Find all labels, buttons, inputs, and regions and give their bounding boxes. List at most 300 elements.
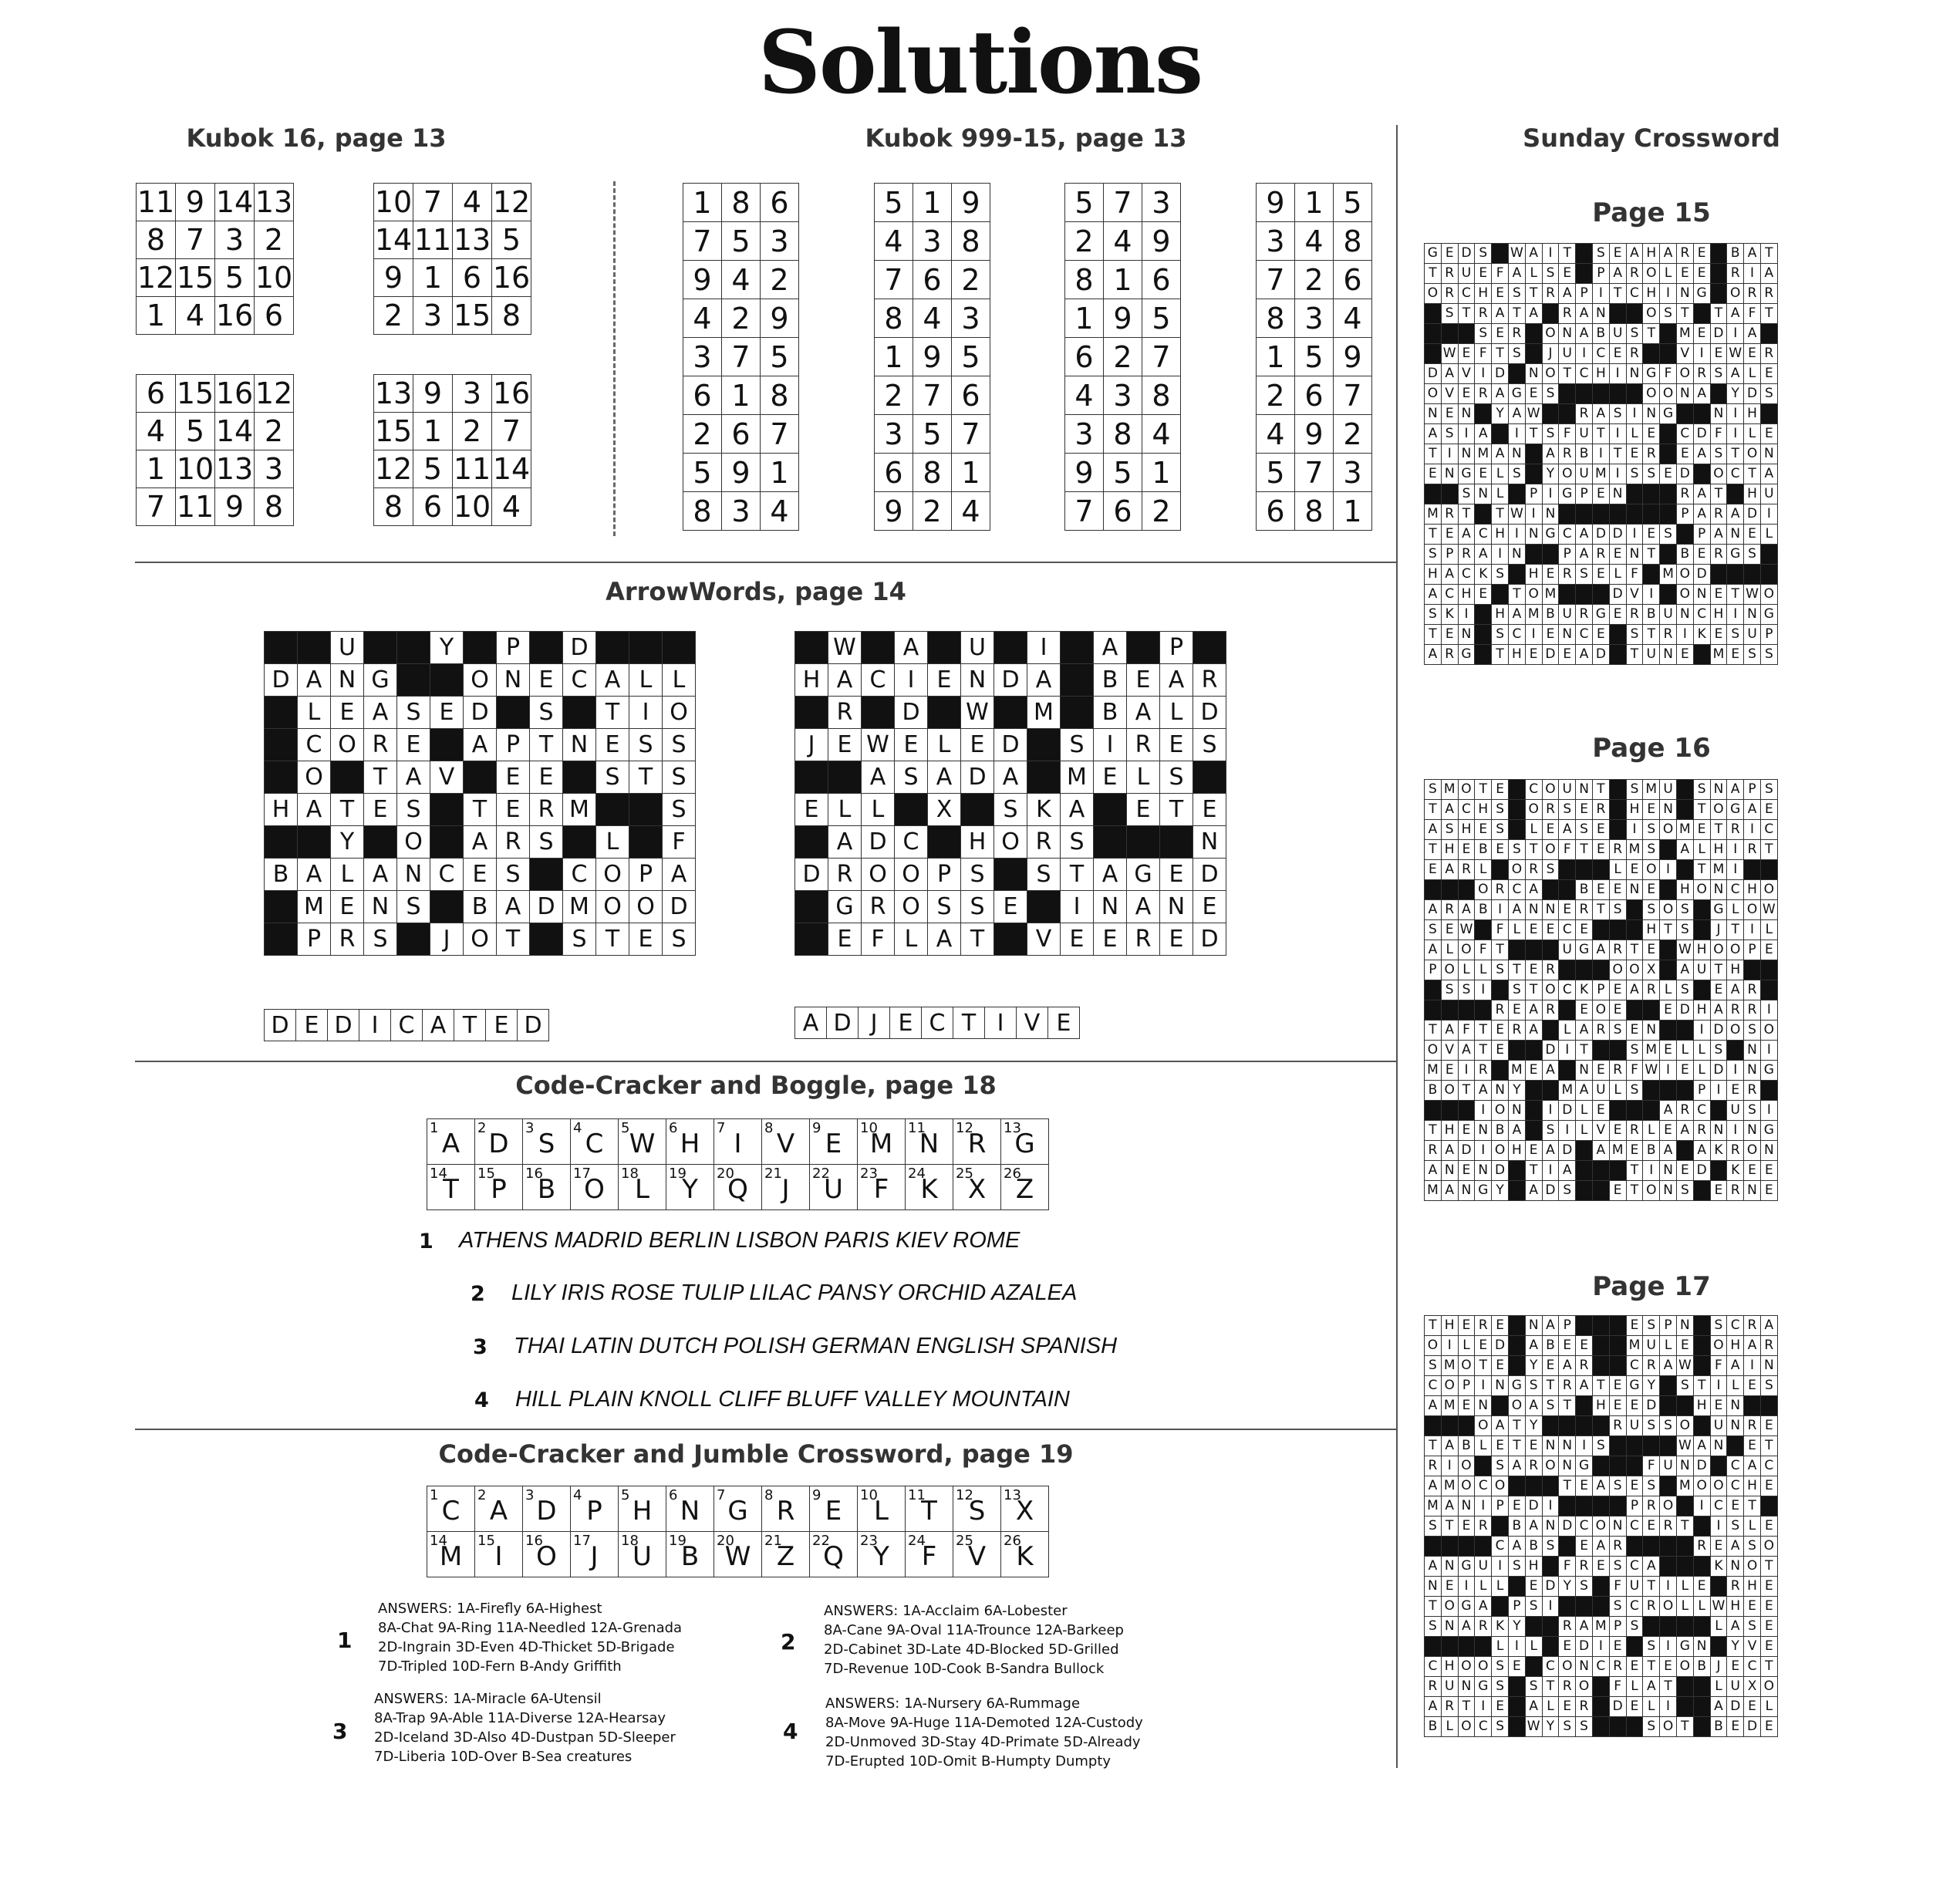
grid-cell: N [1458, 1677, 1475, 1697]
grid-cell: O [862, 859, 895, 891]
black-square [1508, 1316, 1525, 1336]
grid-cell: S [1492, 820, 1509, 840]
grid-cell: E [430, 697, 464, 729]
grid-cell: N [1744, 1181, 1761, 1201]
black-square [1061, 697, 1094, 729]
grid-cell: O [1542, 780, 1559, 800]
grid-cell: 14 [215, 413, 255, 450]
grid-cell: O [1441, 960, 1458, 980]
grid-cell: A [1425, 820, 1442, 840]
grid-cell: O [1441, 1081, 1458, 1101]
grid-cell: A [1061, 794, 1094, 826]
grid-cell: E [1710, 1181, 1727, 1201]
black-square [1660, 1537, 1677, 1557]
black-square [1592, 1697, 1609, 1717]
black-square [1576, 960, 1593, 980]
grid-cell: 7 [761, 415, 799, 454]
grid-cell: C [1727, 1456, 1744, 1476]
grid-cell: D [1592, 525, 1609, 545]
grid-cell: 8 [492, 297, 531, 335]
key-number: 16 [525, 1533, 543, 1549]
grid-cell: 9 [875, 492, 913, 531]
grid-cell: C [1760, 820, 1777, 840]
grid-cell: D [464, 697, 497, 729]
grid-cell: N [1542, 900, 1559, 920]
grid-cell: 2 [913, 492, 952, 531]
grid-cell: D [1609, 1697, 1626, 1717]
grid-cell: P [497, 729, 530, 761]
black-square [464, 632, 497, 664]
black-square [928, 697, 961, 729]
grid-cell: E [1676, 1061, 1693, 1081]
black-square [265, 891, 298, 923]
black-square [1643, 1436, 1660, 1456]
grid-cell: W [1676, 1356, 1693, 1376]
grid-cell: I [1760, 504, 1777, 525]
grid-cell: J [1710, 1657, 1727, 1677]
grid-cell: E [1760, 1161, 1777, 1181]
jumble-answers-3: ANSWERS: 1A-Miracle 6A-Utensil 8A-Trap 9A-Able 11A-Diverse 12A-Hearsay 2D-Iceland 3D-Also 4D-Dustpan 5D-Sleeper 7D-Liberia 10D-Over B-Sea creatures [374, 1691, 676, 1765]
grid-cell: E [1727, 645, 1744, 665]
black-square [1576, 244, 1593, 264]
grid-cell: P [1576, 284, 1593, 304]
grid-cell: R [1727, 1141, 1744, 1161]
key-letter: O [536, 1541, 557, 1572]
grid-cell: A [1542, 1316, 1559, 1336]
grid-cell: S [1525, 1376, 1542, 1396]
grid-cell: I [1609, 424, 1626, 444]
grid-cell: A [1592, 1476, 1609, 1496]
grid-cell: L [1525, 1637, 1542, 1657]
black-square [1475, 504, 1492, 525]
grid-cell: O [1760, 1021, 1777, 1041]
grid-cell: 1 [875, 338, 913, 376]
grid-cell: E [1525, 1436, 1542, 1456]
grid-cell: O [1744, 1141, 1761, 1161]
grid-cell: A [1425, 1476, 1442, 1496]
grid-cell: A [994, 761, 1027, 794]
black-square [1609, 780, 1626, 800]
grid-cell: 4 [952, 492, 990, 531]
grid-cell: C [1559, 525, 1576, 545]
black-square [1626, 384, 1643, 404]
grid-cell: E [1727, 1496, 1744, 1516]
grid-cell: M [1542, 585, 1559, 605]
grid-cell: G [1458, 1557, 1475, 1577]
grid-cell: N [1744, 1041, 1761, 1061]
black-square [1609, 1101, 1626, 1121]
black-square [1193, 761, 1226, 794]
grid-cell: K [1693, 625, 1710, 645]
black-square [1542, 304, 1559, 324]
grid-cell: C [895, 826, 928, 859]
grid-cell: E [1693, 1577, 1710, 1597]
grid-cell: H [1475, 800, 1492, 820]
grid-cell: C [1559, 980, 1576, 1000]
grid-cell: E [1760, 800, 1777, 820]
grid-cell: T [1458, 1697, 1475, 1717]
grid-cell: C [1676, 424, 1693, 444]
grid-cell: T [1760, 1436, 1777, 1456]
grid-cell: 2 [1104, 338, 1142, 376]
grid-cell: O [1609, 960, 1626, 980]
grid-cell: A [1643, 1677, 1660, 1697]
key-number: 23 [860, 1533, 878, 1549]
black-square [1676, 1697, 1693, 1717]
grid-cell: I [1693, 1496, 1710, 1516]
grid-cell: D [795, 859, 828, 891]
grid-cell: E [1592, 565, 1609, 585]
black-square [265, 729, 298, 761]
black-square [1508, 565, 1525, 585]
grid-cell: D [1458, 1141, 1475, 1161]
grid-cell: W [1744, 585, 1761, 605]
grid-cell: E [1609, 344, 1626, 364]
grid-cell: D [265, 664, 298, 697]
black-square [1660, 545, 1677, 565]
grid-cell: 3 [1142, 184, 1181, 222]
grid-cell: O [1643, 1181, 1660, 1201]
grid-cell: U [1576, 464, 1593, 484]
key-letter: M [439, 1541, 463, 1572]
grid-cell: E [1508, 1496, 1525, 1516]
grid-cell: E [1458, 1396, 1475, 1416]
grid-cell: Y [331, 826, 364, 859]
grid-cell: S [1492, 565, 1509, 585]
grid-cell: I [1525, 625, 1542, 645]
grid-cell: 6 [761, 184, 799, 222]
grid-cell: S [1760, 384, 1777, 404]
grid-cell: E [1592, 1101, 1609, 1121]
grid-cell: N [1525, 1316, 1542, 1336]
black-square [1559, 1061, 1576, 1081]
key-letter: Q [823, 1541, 844, 1572]
grid-cell: L [1576, 1101, 1593, 1121]
grid-cell: A [1660, 244, 1677, 264]
grid-cell: N [1676, 605, 1693, 625]
grid-cell: G [1660, 404, 1677, 424]
grid-cell: 8 [913, 454, 952, 492]
grid-cell: T [1061, 859, 1094, 891]
grid-cell: G [1458, 1597, 1475, 1617]
grid-cell: F [1626, 1061, 1643, 1081]
grid-cell: L [1609, 860, 1626, 880]
grid-cell: H [1525, 1557, 1542, 1577]
grid-cell: S [1592, 244, 1609, 264]
grid-cell: N [1458, 1496, 1475, 1516]
grid-cell: E [1760, 1416, 1777, 1436]
grid-cell: A [1425, 1697, 1442, 1717]
grid-cell: I [1441, 444, 1458, 464]
grid-cell: T [1710, 960, 1727, 980]
black-square [1643, 1000, 1660, 1021]
grid-cell: G [1626, 1376, 1643, 1396]
grid-cell: M [1626, 1336, 1643, 1356]
grid-cell: 4 [492, 488, 531, 526]
grid-cell: 6 [413, 488, 453, 526]
grid-cell: G [1727, 545, 1744, 565]
grid-cell: 9 [952, 184, 990, 222]
grid-cell: O [1760, 880, 1777, 900]
grid-cell: W [1727, 344, 1744, 364]
black-square [1559, 585, 1576, 605]
answer-cell: V [1017, 1007, 1048, 1039]
grid-cell: N [1508, 545, 1525, 565]
grid-cell: A [1508, 605, 1525, 625]
grid-cell: I [1626, 404, 1643, 424]
grid-cell: A [1525, 1516, 1542, 1537]
key-cell [762, 1486, 810, 1532]
grid-cell: H [1508, 645, 1525, 665]
grid-cell: V [1441, 1041, 1458, 1061]
black-square [1525, 344, 1542, 364]
grid-cell: 2 [875, 376, 913, 415]
boggle-list-3: THAI LATIN DUTCH POLISH GERMAN ENGLISH SPANISH [514, 1334, 1118, 1358]
grid-cell: U [1609, 324, 1626, 344]
grid-cell: T [1626, 1181, 1643, 1201]
grid-cell: P [1693, 1081, 1710, 1101]
grid-cell: O [1425, 1336, 1442, 1356]
key-number: 17 [573, 1533, 591, 1549]
grid-cell: A [1626, 980, 1643, 1000]
black-square [1559, 1537, 1576, 1557]
grid-cell: E [1710, 344, 1727, 364]
key-number: 20 [717, 1533, 734, 1549]
grid-cell: H [1710, 605, 1727, 625]
grid-cell: 3 [255, 450, 294, 488]
grid-cell: P [1525, 484, 1542, 504]
black-square [331, 761, 364, 794]
grid-cell: L [596, 826, 629, 859]
key-cell [1001, 1119, 1049, 1165]
black-square [1425, 344, 1442, 364]
heading-sunday-crossword: Sunday Crossword [1523, 123, 1780, 153]
grid-cell: K [1710, 1141, 1727, 1161]
key-number: 21 [764, 1166, 782, 1182]
black-square [1592, 585, 1609, 605]
grid-cell: I [1492, 1557, 1509, 1577]
grid-cell: A [364, 697, 397, 729]
grid-cell: E [1760, 1476, 1777, 1496]
grid-cell: L [1744, 424, 1761, 444]
grid-cell: E [1760, 1617, 1777, 1637]
black-square [1542, 545, 1559, 565]
black-square [795, 923, 828, 956]
black-square [1492, 244, 1509, 264]
grid-cell: T [1592, 1376, 1609, 1396]
grid-cell: A [1559, 1161, 1576, 1181]
grid-cell: O [464, 923, 497, 956]
grid-cell: A [1441, 1021, 1458, 1041]
grid-cell: 4 [722, 261, 761, 299]
black-square [1693, 1336, 1710, 1356]
grid-cell: E [1160, 923, 1193, 956]
grid-cell: I [1458, 1061, 1475, 1081]
grid-cell: M [1441, 1356, 1458, 1376]
grid-cell: 15 [176, 259, 215, 297]
grid-cell: G [1760, 1121, 1777, 1141]
grid-cell: E [1592, 1061, 1609, 1081]
grid-cell: A [1525, 1697, 1542, 1717]
grid-cell: 3 [453, 375, 492, 413]
grid-cell: T [1525, 840, 1542, 860]
grid-cell: 6 [875, 454, 913, 492]
grid-cell: E [1475, 264, 1492, 284]
grid-cell: I [1744, 820, 1761, 840]
grid-cell: O [1525, 585, 1542, 605]
black-square [1542, 1637, 1559, 1657]
grid-cell: S [1760, 1376, 1777, 1396]
grid-cell: L [1492, 464, 1509, 484]
grid-cell: 2 [1065, 222, 1104, 261]
grid-cell: A [1727, 1537, 1744, 1557]
grid-cell: S [1508, 284, 1525, 304]
grid-cell: 9 [1104, 299, 1142, 338]
black-square [1660, 1376, 1677, 1396]
black-square [1710, 1577, 1727, 1597]
grid-cell: Y [1727, 384, 1744, 404]
grid-cell: T [1425, 525, 1442, 545]
grid-cell: T [1643, 545, 1660, 565]
grid-cell: H [1693, 1396, 1710, 1416]
grid-cell: E [1710, 625, 1727, 645]
grid-cell: J [430, 923, 464, 956]
grid-cell: U [1643, 645, 1660, 665]
grid-cell: N [1626, 880, 1643, 900]
grid-cell: F [1559, 1557, 1576, 1577]
black-square [1508, 1717, 1525, 1737]
grid-cell: S [1660, 1416, 1677, 1436]
grid-cell: C [1744, 1657, 1761, 1677]
grid-cell: O [1492, 1141, 1509, 1161]
answer-cell: T [953, 1007, 985, 1039]
black-square [1592, 1717, 1609, 1737]
black-square [530, 923, 563, 956]
grid-cell: S [1710, 1316, 1727, 1336]
grid-cell: U [1710, 1416, 1727, 1436]
grid-cell: 2 [255, 221, 294, 259]
key-cell [953, 1119, 1001, 1165]
grid-cell: S [1425, 605, 1442, 625]
grid-cell: E [1693, 820, 1710, 840]
black-square [430, 664, 464, 697]
black-square [1693, 920, 1710, 940]
grid-cell: A [1576, 1081, 1593, 1101]
grid-cell: A [1676, 1121, 1693, 1141]
grid-cell: N [1576, 1657, 1593, 1677]
grid-cell: P [1508, 1597, 1525, 1617]
grid-cell: T [1425, 800, 1442, 820]
grid-cell: 8 [137, 221, 176, 259]
grid-cell: A [1559, 820, 1576, 840]
grid-cell: T [1559, 364, 1576, 384]
black-square [1576, 1597, 1593, 1617]
grid-cell: O [629, 891, 663, 923]
grid-cell: S [1425, 780, 1442, 800]
grid-cell: O [1542, 364, 1559, 384]
grid-cell: E [1160, 729, 1193, 761]
grid-cell: I [1458, 1577, 1475, 1597]
black-square [1660, 1557, 1677, 1577]
grid-cell: I [1475, 1496, 1492, 1516]
grid-cell: A [1458, 525, 1475, 545]
black-square [1160, 826, 1193, 859]
grid-cell: T [1441, 1516, 1458, 1537]
grid-cell: C [1710, 1496, 1727, 1516]
grid-cell: 2 [1257, 376, 1295, 415]
grid-cell: D [1609, 525, 1626, 545]
key-number: 12 [956, 1120, 973, 1136]
grid-cell: A [298, 794, 331, 826]
black-square [1592, 1336, 1609, 1356]
black-square [265, 632, 298, 664]
grid-cell: N [1727, 1416, 1744, 1436]
grid-cell: 16 [215, 375, 255, 413]
grid-cell: U [1576, 424, 1593, 444]
grid-cell: 4 [913, 299, 952, 338]
grid-cell: U [1559, 780, 1576, 800]
grid-cell: I [1542, 244, 1559, 264]
grid-cell: 9 [761, 299, 799, 338]
key-cell [619, 1532, 666, 1577]
grid-cell: P [1425, 960, 1442, 980]
grid-cell: T [1609, 284, 1626, 304]
grid-cell: 2 [722, 299, 761, 338]
grid-cell: E [1643, 525, 1660, 545]
grid-cell: S [1492, 1717, 1509, 1737]
grid-cell: H [1727, 960, 1744, 980]
key-cell [475, 1119, 523, 1165]
grid-cell: O [1693, 1476, 1710, 1496]
grid-cell: T [364, 761, 397, 794]
grid-cell: R [1475, 1061, 1492, 1081]
grid-cell: T [596, 697, 629, 729]
grid-cell: A [1441, 1496, 1458, 1516]
grid-cell: T [1559, 1396, 1576, 1416]
grid-cell: H [1744, 1476, 1761, 1496]
black-square [1508, 1041, 1525, 1061]
grid-cell: 2 [952, 261, 990, 299]
grid-cell: L [1693, 1061, 1710, 1081]
grid-cell: A [1576, 645, 1593, 665]
grid-cell: D [1542, 1181, 1559, 1201]
grid-cell: 1 [1142, 454, 1181, 492]
black-square [1425, 980, 1442, 1000]
black-square [1576, 384, 1593, 404]
key-number: 26 [1004, 1533, 1021, 1549]
grid-cell: A [1727, 1617, 1744, 1637]
grid-cell: T [1643, 324, 1660, 344]
grid-cell: E [1492, 1041, 1509, 1061]
grid-cell: E [1094, 761, 1127, 794]
grid-cell: D [1676, 464, 1693, 484]
grid-cell: E [629, 923, 663, 956]
black-square [1626, 1456, 1643, 1476]
grid-cell: 16 [492, 259, 531, 297]
grid-cell: C [1727, 1476, 1744, 1496]
grid-cell: 6 [1334, 261, 1372, 299]
grid-cell: A [298, 859, 331, 891]
grid-cell: T [596, 923, 629, 956]
grid-cell: S [1525, 1677, 1542, 1697]
black-square [1458, 1416, 1475, 1436]
grid-cell: 4 [1295, 222, 1334, 261]
grid-cell: E [1660, 1657, 1677, 1677]
divider-3 [135, 1429, 1396, 1430]
black-square [1676, 780, 1693, 800]
grid-cell: N [497, 664, 530, 697]
black-square [1508, 780, 1525, 800]
